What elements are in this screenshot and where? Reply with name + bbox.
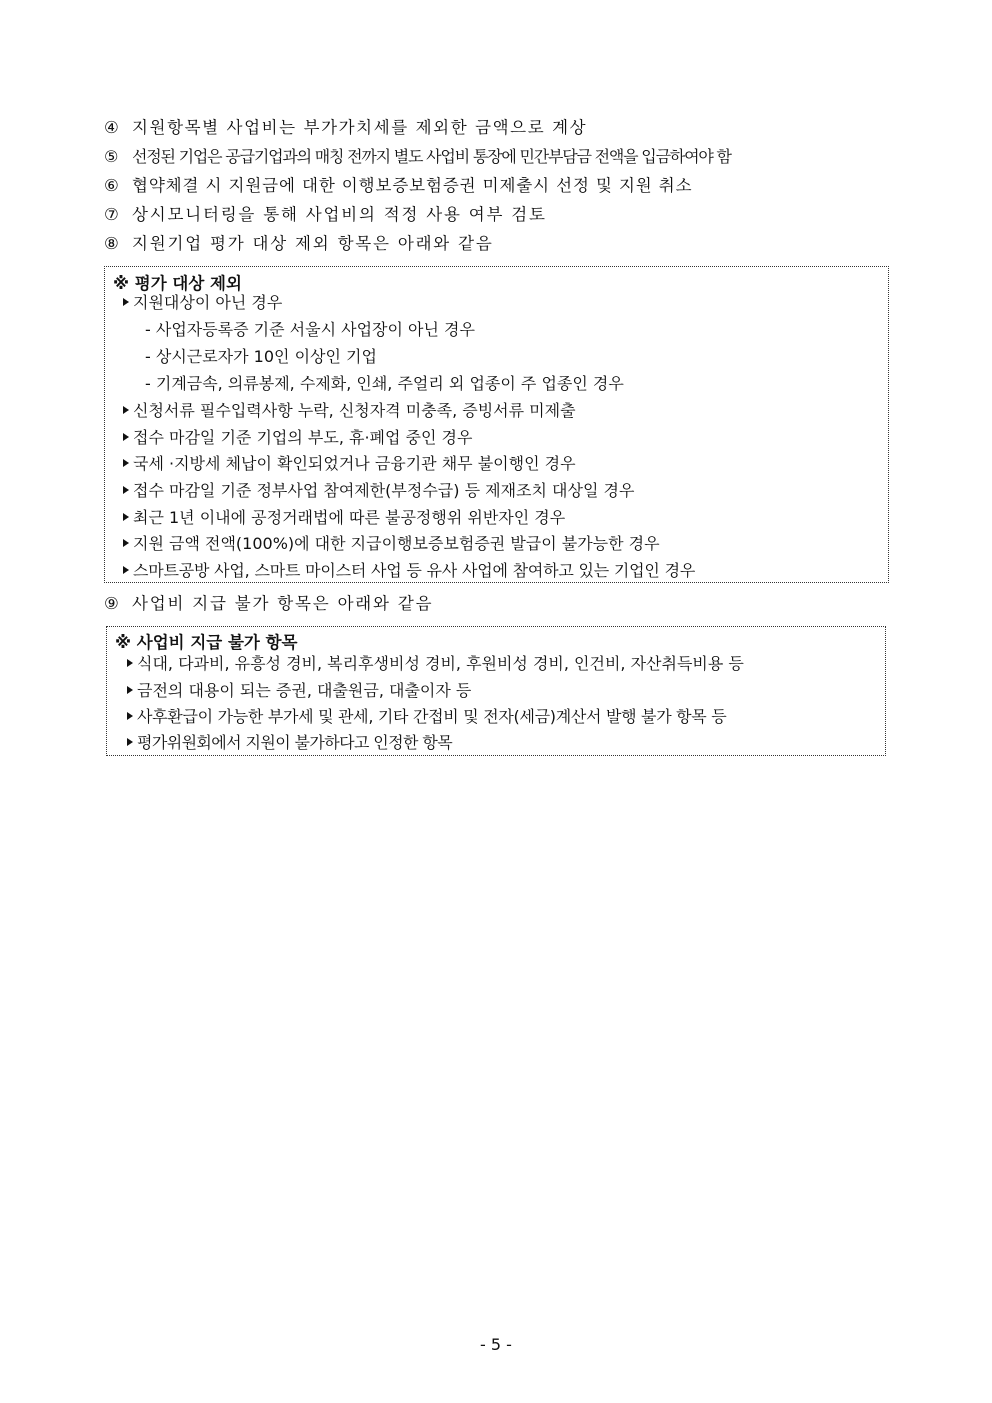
triangle-bullet-icon — [123, 298, 129, 306]
item-number: ④ — [104, 118, 121, 137]
sub-item: - 상시근로자가 10인 이상인 기업 — [145, 347, 377, 366]
triangle-bullet-icon — [127, 659, 133, 667]
triangle-bullet-icon — [123, 406, 129, 414]
exclusion-box — [104, 266, 889, 583]
triangle-bullet-icon — [123, 459, 129, 467]
triangle-bullet-icon — [123, 513, 129, 521]
page-number: - 5 - — [480, 1335, 512, 1354]
triangle-bullet-icon — [123, 566, 129, 574]
sub-item: - 사업자등록증 기준 서울시 사업장이 아닌 경우 — [145, 320, 475, 339]
item-6 — [104, 176, 692, 196]
item-text: 지원기업 평가 대상 제외 항목은 아래와 같음 — [132, 234, 494, 253]
item-8 — [104, 234, 494, 254]
bullet-item: 식대, 다과비, 유흥성 경비, 복리후생비성 경비, 후원비성 경비, 인건비, 자산취득비용 등 — [127, 654, 744, 674]
triangle-bullet-icon — [123, 539, 129, 547]
item-text: 사업비 지급 불가 항목은 아래와 같음 — [132, 594, 434, 613]
bullet-item: 지원대상이 아닌 경우 — [123, 293, 282, 313]
bullet-item: 금전의 대용이 되는 증권, 대출원금, 대출이자 등 — [127, 681, 471, 701]
item-number: ⑥ — [104, 176, 120, 195]
item-text: 지원항목별 사업비는 부가가치세를 제외한 금액으로 계상 — [132, 118, 588, 137]
bullet-item: 접수 마감일 기준 기업의 부도, 휴·폐업 중인 경우 — [123, 428, 472, 448]
triangle-bullet-icon — [127, 712, 133, 720]
bullet-item: 접수 마감일 기준 정부사업 참여제한(부정수급) 등 제재조치 대상일 경우 — [123, 481, 634, 501]
triangle-bullet-icon — [123, 486, 129, 494]
item-4 — [104, 118, 587, 138]
item-9 — [104, 594, 433, 614]
triangle-bullet-icon — [127, 738, 133, 746]
triangle-bullet-icon — [127, 686, 133, 694]
box-title: ※ 평가 대상 제외 — [113, 274, 242, 293]
item-text: 협약체결 시 지원금에 대한 이행보증보험증권 미제출시 선정 및 지원 취소 — [132, 176, 693, 195]
item-text: 상시모니터링을 통해 사업비의 적정 사용 여부 검토 — [132, 205, 547, 224]
item-number: ⑨ — [104, 594, 121, 613]
non-payable-box — [106, 626, 886, 756]
bullet-item: 국세 ·지방세 체납이 확인되었거나 금융기관 채무 불이행인 경우 — [123, 454, 576, 474]
triangle-bullet-icon — [123, 433, 129, 441]
item-7 — [104, 205, 547, 225]
bullet-item: 스마트공방 사업, 스마트 마이스터 사업 등 유사 사업에 참여하고 있는 기업인 경우 — [123, 561, 695, 581]
item-text: 선정된 기업은 공급기업과의 매칭 전까지 별도 사업비 통장에 민간부담금 전액을 입금하여야 함 — [132, 147, 731, 166]
bullet-item: 사후환급이 가능한 부가세 및 관세, 기타 간접비 및 전자(세금)계산서 발행 불가 항목 등 — [127, 707, 726, 727]
sub-item: - 기계금속, 의류봉제, 수제화, 인쇄, 주얼리 외 업종이 주 업종인 경우 — [145, 374, 624, 393]
item-number: ⑧ — [104, 234, 121, 253]
item-number: ⑤ — [104, 147, 119, 166]
box-title: ※ 사업비 지급 불가 항목 — [115, 633, 298, 652]
item-5 — [104, 147, 731, 167]
bullet-item: 지원 금액 전액(100%)에 대한 지급이행보증보험증권 발급이 불가능한 경우 — [123, 534, 660, 554]
bullet-item: 최근 1년 이내에 공정거래법에 따른 불공정행위 위반자인 경우 — [123, 508, 565, 528]
bullet-item: 평가위원회에서 지원이 불가하다고 인정한 항목 — [127, 733, 452, 753]
item-number: ⑦ — [104, 205, 121, 224]
bullet-item: 신청서류 필수입력사항 누락, 신청자격 미충족, 증빙서류 미제출 — [123, 401, 576, 421]
